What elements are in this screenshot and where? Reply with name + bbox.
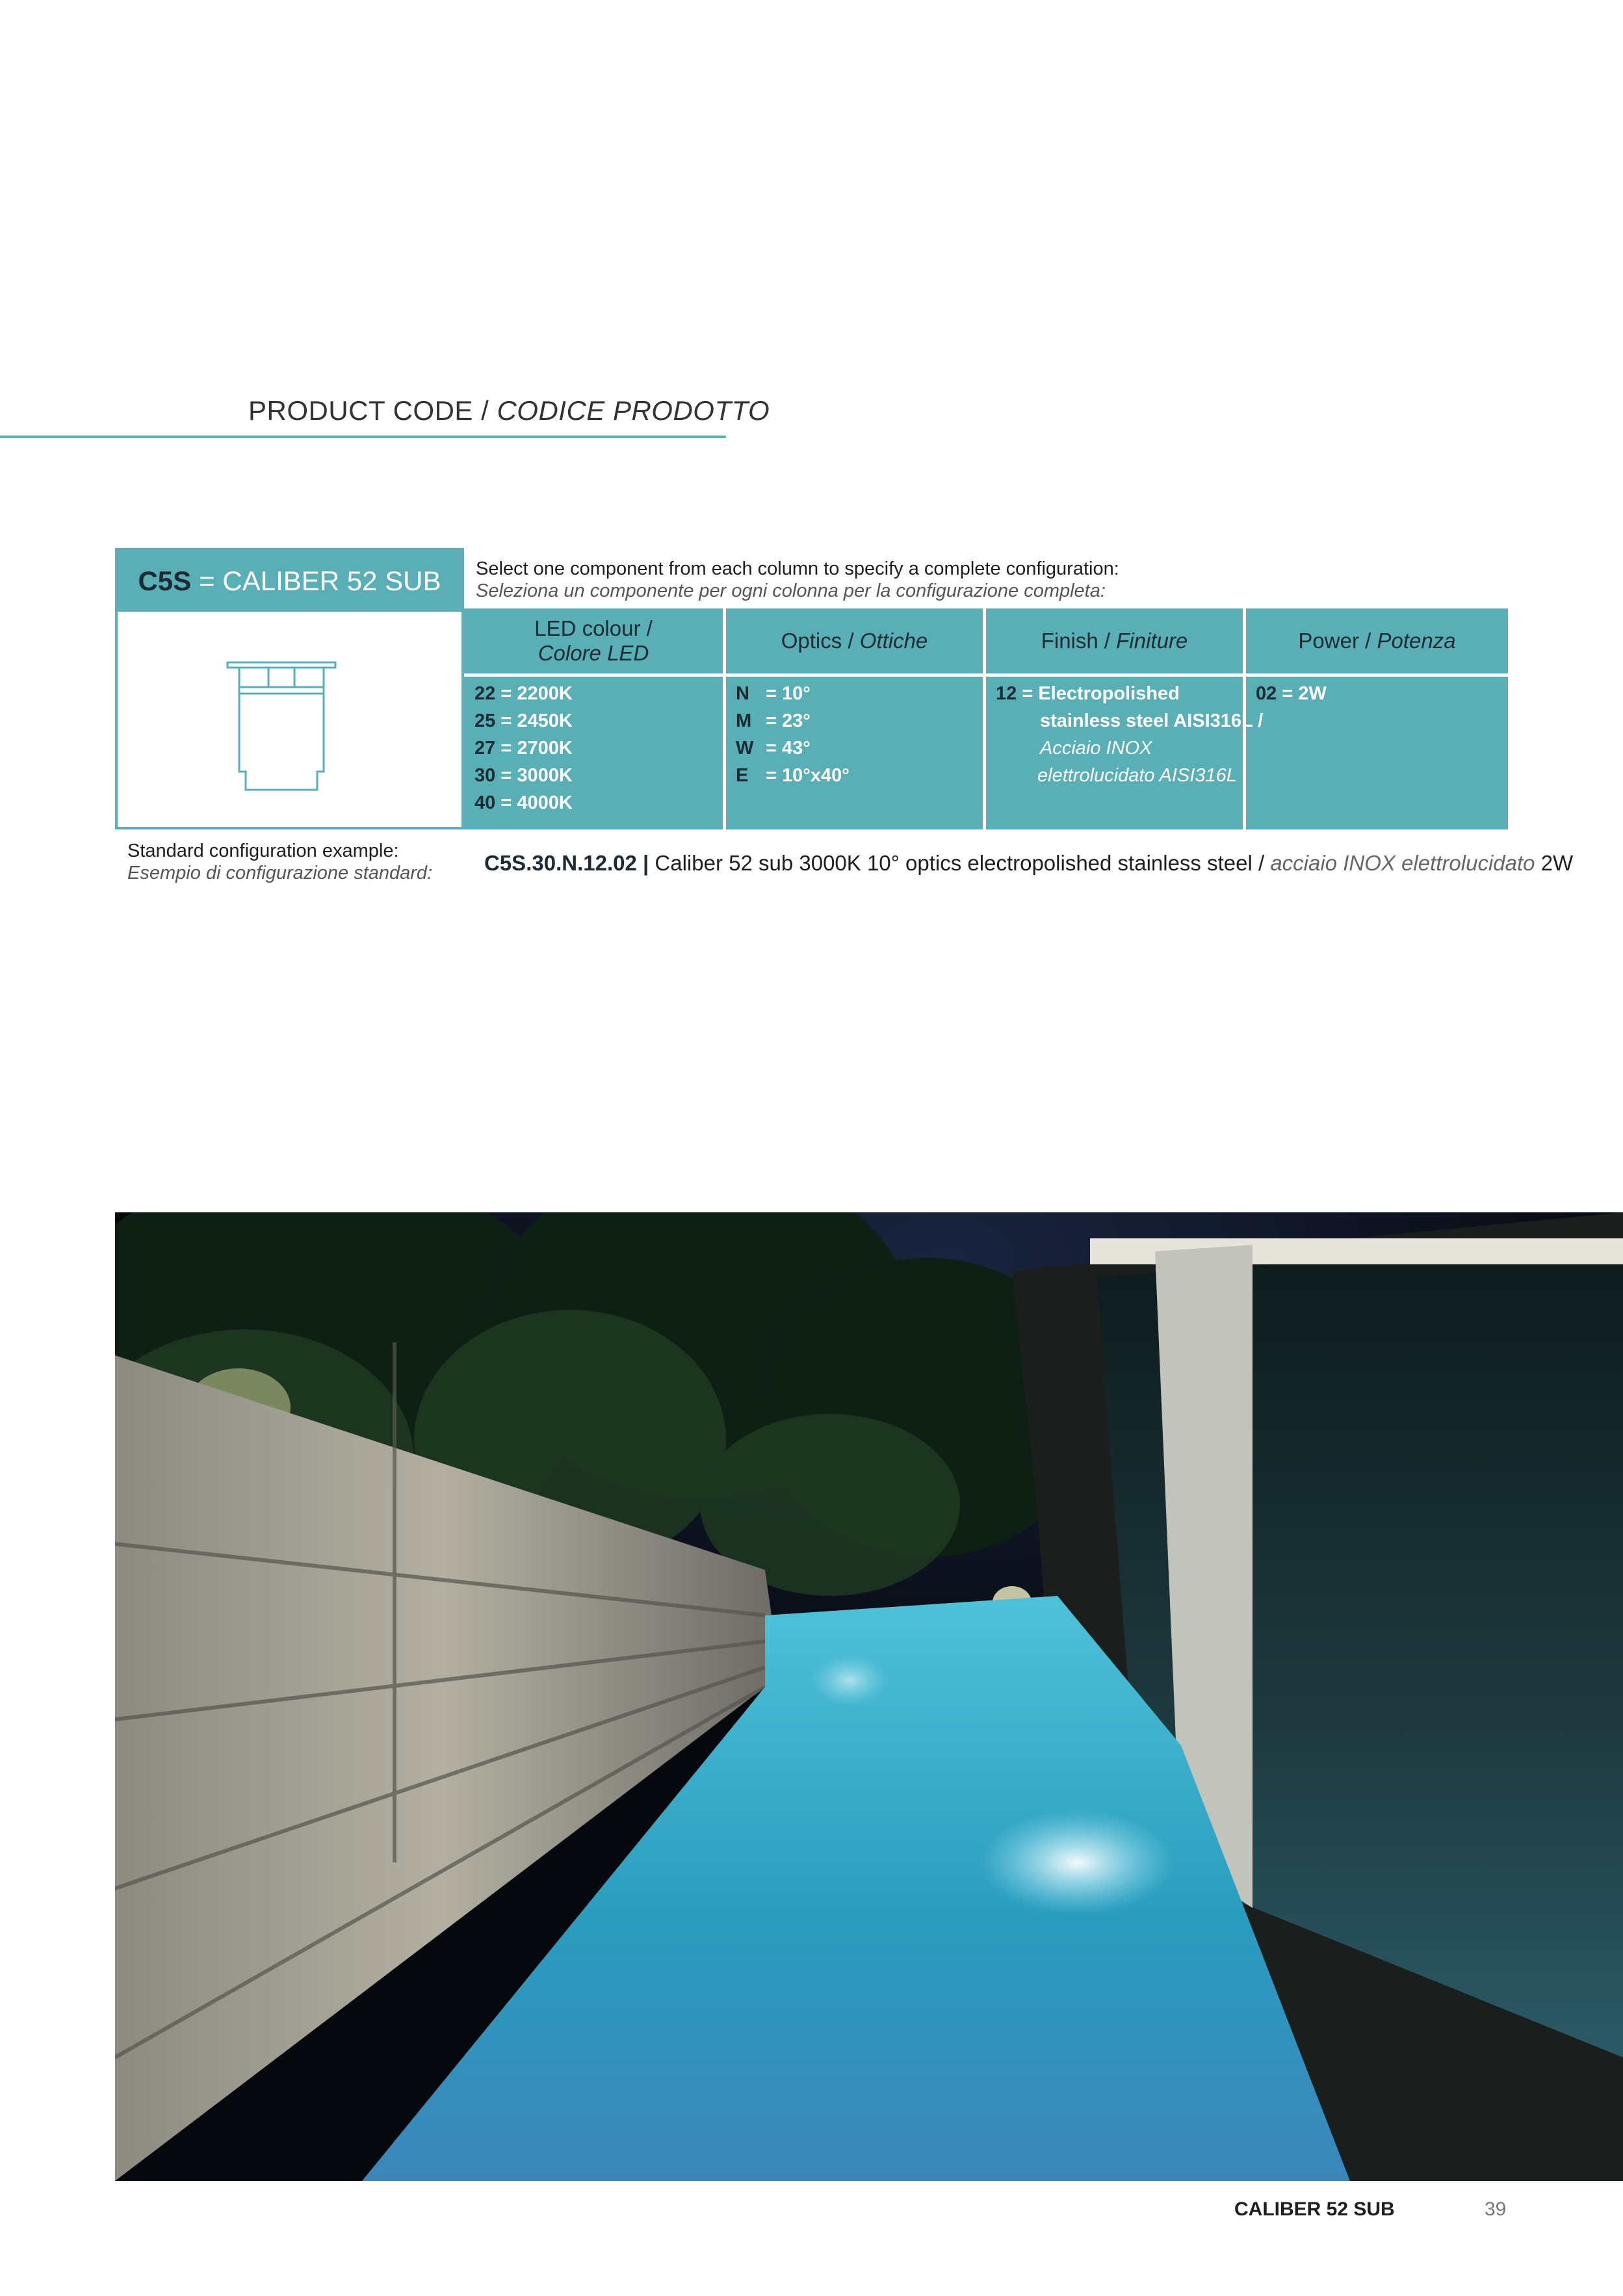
- optics-options: [736, 680, 850, 789]
- example-desc: Caliber 52 sub 3000K 10° optics electropolished stainless steel /: [649, 851, 1271, 875]
- list-item: 02 = 2W: [1256, 683, 1327, 704]
- list-item: 30 = 3000K: [474, 765, 573, 786]
- page-number: 39: [1485, 2198, 1507, 2220]
- configuration-table: [464, 608, 1508, 829]
- column-header-finish: Finish / Finiture: [1041, 629, 1188, 653]
- instructions-it: Seleziona un componente per ogni colonna per la configurazione completa:: [476, 581, 1106, 601]
- list-item: 22 = 2200K: [474, 683, 573, 704]
- standard-config-example: [484, 851, 1573, 876]
- table-header-divider: [464, 673, 1508, 677]
- example-power: 2W: [1535, 851, 1574, 875]
- pool-photo: [115, 1212, 1623, 2181]
- instructions-en: Select one component from each column to specify a complete configuration:: [476, 558, 1119, 579]
- example-desc-it: acciaio INOX elettrolucidato: [1270, 851, 1535, 875]
- list-item: 40 = 4000K: [474, 792, 573, 813]
- section-title: PRODUCT CODE / CODICE PRODOTTO: [248, 395, 770, 426]
- footer-product-name: CALIBER 52 SUB: [1234, 2198, 1395, 2220]
- list-item: 12 = Electropolished: [996, 683, 1180, 704]
- standard-label-it: Esempio di configurazione standard:: [127, 863, 433, 883]
- finish-material-it-2: elettrolucidato AISI316L: [1037, 765, 1237, 786]
- list-item: W = 43°: [736, 738, 811, 759]
- list-item: N = 10°: [736, 683, 811, 704]
- product-box: [115, 548, 464, 829]
- finish-options: [996, 680, 1263, 789]
- list-item: M = 23°: [736, 711, 811, 731]
- product-name: = CALIBER 52 SUB: [199, 566, 441, 596]
- standard-label-en: Standard configuration example:: [127, 841, 399, 861]
- column-header-power: Power / Potenza: [1298, 629, 1456, 653]
- led-options: [474, 680, 573, 816]
- product-header: [118, 551, 461, 612]
- list-item: 27 = 2700K: [474, 738, 573, 759]
- column-header-led: LED colour / Colore LED: [534, 616, 653, 665]
- example-code: C5S.30.N.12.02 |: [484, 851, 649, 875]
- list-item: 25 = 2450K: [474, 711, 573, 731]
- standard-config-label: [127, 840, 432, 884]
- section-divider: [0, 436, 726, 438]
- instructions: [476, 558, 1490, 602]
- fixture-drawing-icon: [226, 661, 337, 791]
- finish-material: stainless steel AISI316L /: [1040, 711, 1264, 731]
- column-header-optics: Optics / Ottiche: [781, 629, 928, 653]
- finish-material-it: Acciaio INOX: [1040, 738, 1152, 759]
- power-options: [1256, 680, 1327, 707]
- product-code: C5S: [138, 566, 192, 596]
- list-item: E = 10°x40°: [736, 765, 850, 786]
